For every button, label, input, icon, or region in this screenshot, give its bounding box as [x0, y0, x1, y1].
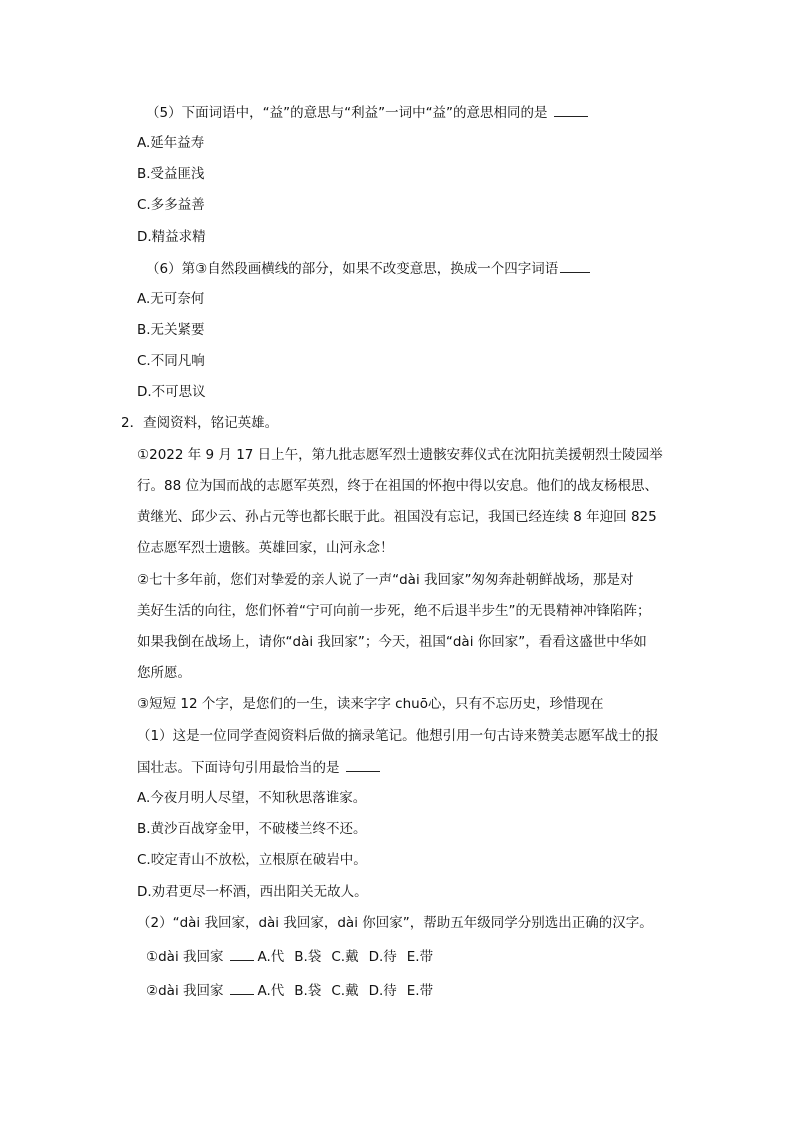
q5-option-c: C.多多益善	[137, 197, 205, 213]
q2-p2-line: 美好生活的向往，您们怀着“宁可向前一步死，绝不后退半步生”的无畏精神冲锋陷阵；	[137, 603, 651, 619]
q6-option-c: C.不同凡响	[137, 353, 205, 369]
q2-p2-line: 如果我倒在战场上，请你“dài 我回家”；今天，祖国“dài 你回家”，看看这盛世中华如	[137, 634, 647, 650]
choice-a: A.代	[257, 983, 285, 999]
q5-stem-line	[146, 102, 588, 123]
choice-d: D.待	[368, 983, 397, 999]
q2-sub2-item-1-blank[interactable]	[230, 946, 254, 961]
q2-sub2-item-2-blank[interactable]	[230, 980, 254, 995]
q2-sub1-stem-text: 国壮志。下面诗句引用最恰当的是	[137, 760, 340, 776]
q2-sub2-item-1-label: ①dài 我回家	[146, 949, 224, 965]
q2-sub1-stem-line: （1）这是一位同学查阅资料后做的摘录笔记。他想引用一句古诗来赞美志愿军战士的报	[137, 728, 659, 744]
q5-option-d: D.精益求精	[137, 229, 206, 245]
q2-sub1-option-c: C.咬定青山不放松，立根原在破岩中。	[137, 852, 367, 868]
q2-p2-line: ②七十多年前，您们对挚爱的亲人说了一声“dài 我回家”匆匆奔赴朝鲜战场，那是对	[137, 572, 634, 588]
q6-stem: （6）第③自然段画横线的部分，如果不改变意思，换成一个四字词语	[146, 261, 559, 277]
q2-p2-line: 您所愿。	[137, 665, 191, 681]
q5-stem: （5）下面词语中，“益”的意思与“利益”一词中“益”的意思相同的是	[146, 105, 548, 121]
q6-answer-blank[interactable]	[560, 258, 590, 273]
choice-c: C.戴	[331, 983, 359, 999]
choice-d: D.待	[368, 949, 397, 965]
choice-b: B.袋	[294, 949, 322, 965]
q6-option-b: B.无关紧要	[137, 322, 205, 338]
q2-p1-line: 行。88 位为国而战的志愿军英烈，终于在祖国的怀抱中得以安息。他们的战友杨根思、	[137, 478, 658, 494]
q2-sub2-item-1	[146, 946, 433, 967]
q2-sub1-option-a: A.今夜月明人尽望，不知秋思落谁家。	[137, 790, 367, 806]
q2-sub1-stem-line2	[137, 757, 380, 778]
q2-sub2-item-2-label: ②dài 我回家	[146, 983, 224, 999]
q5-option-a: A.延年益寿	[137, 135, 205, 151]
q6-option-d: D.不可思议	[137, 384, 206, 400]
q2-sub2-item-2	[146, 980, 433, 1001]
q2-p1-line: 位志愿军烈士遗骸。英雄回家，山河永念！	[137, 540, 394, 556]
q2-sub1-option-d: D.劝君更尽一杯酒，西出阳关无故人。	[137, 884, 368, 900]
q2-sub1-option-b: B.黄沙百战穿金甲，不破楼兰终不还。	[137, 821, 367, 837]
q2-title: 2．查阅资料，铭记英雄。	[121, 415, 279, 431]
q2-sub2-stem: （2）“dài 我回家，dài 我回家，dài 你回家”，帮助五年级同学分别选出正确的汉字。	[137, 915, 653, 931]
choice-c: C.戴	[331, 949, 359, 965]
q5-option-b: B.受益匪浅	[137, 166, 205, 182]
choice-e: E.带	[406, 983, 434, 999]
q6-option-a: A.无可奈何	[137, 291, 205, 307]
choice-e: E.带	[406, 949, 434, 965]
choice-b: B.袋	[294, 983, 322, 999]
q5-answer-blank[interactable]	[554, 102, 588, 117]
choice-a: A.代	[257, 949, 285, 965]
q6-stem-line	[146, 258, 590, 279]
q2-p1-line: 黄继光、邱少云、孙占元等也都长眠于此。祖国没有忘记，我国已经连续 8 年迎回 825	[137, 509, 657, 525]
q2-p1-line: ①2022 年 9 月 17 日上午，第九批志愿军烈士遗骸安葬仪式在沈阳抗美援朝烈士陵园举	[137, 447, 663, 463]
q2-sub1-answer-blank[interactable]	[346, 757, 380, 772]
q2-p3: ③短短 12 个字，是您们的一生，读来字字 chuō心，只有不忘历史，珍惜现在	[137, 696, 604, 712]
